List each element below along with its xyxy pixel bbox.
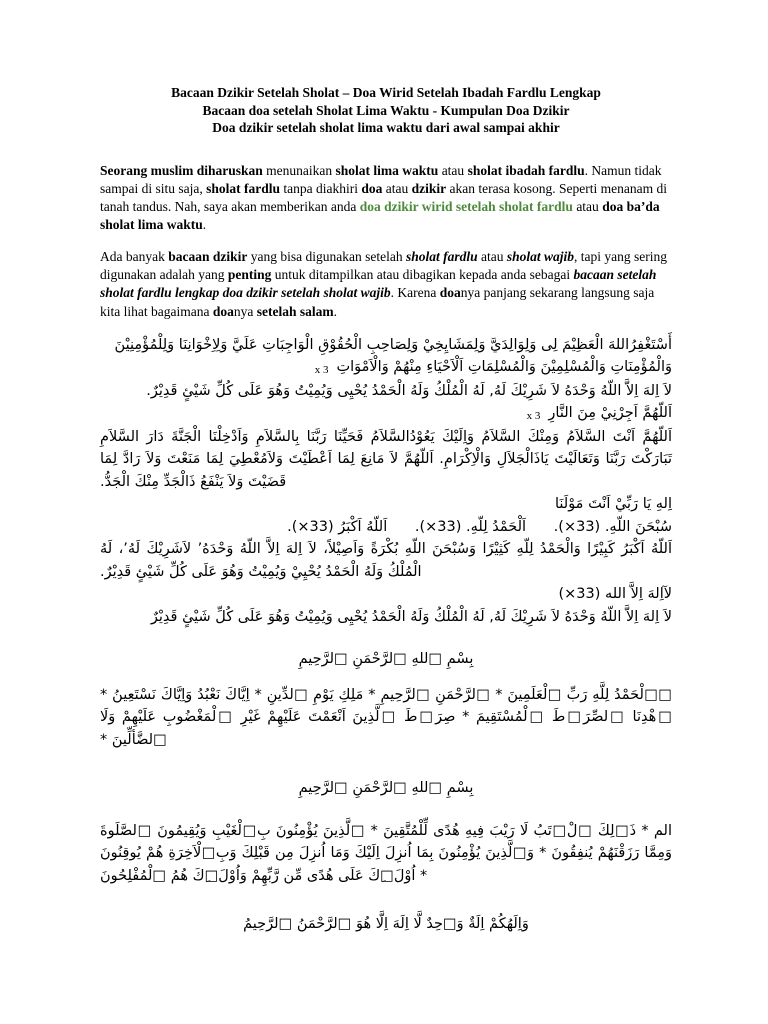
text-run: setelah salam <box>256 303 334 319</box>
text-run: doa <box>439 285 461 301</box>
document-title-block <box>100 84 672 137</box>
title-line-3: Doa dzikir setelah sholat lima waktu dari awal sampai akhir <box>212 120 560 135</box>
tahlil-dua: لاَ اِلهَ اِلاَّ اللّهُ وَحْدَهُ لاَ شَرِيْكَ لَهُ, لَهُ الْمُلْكُ وَلَهُ الْحَمْدُ يُحْيِى وَيُمِيْتُ وَهُوَ عَلَى كُلِّ شَيْئٍ قَدِيْرٌ. <box>146 382 672 399</box>
text-run: sholat lima waktu <box>335 162 439 178</box>
text-run: . Karena <box>390 285 440 301</box>
title-line-1: Bacaan Dzikir Setelah Sholat – Doa Wirid Setelah Ibadah Fardlu Lengkap <box>171 85 601 100</box>
istighfar-dua <box>100 334 672 380</box>
intro-paragraphs <box>100 162 672 321</box>
text-run: Ada banyak <box>100 248 169 264</box>
text-run: sholat wajib <box>506 248 575 264</box>
antassalam-dua: اَللّهُمَّ اَنْتَ السَّلاَمُ وَمِنْكَ السَّلاَمُ وَاِلَيْكَ يَعُوْدُالسَّلاَمُ فَحَيِّنَا رَبَّنَا بِالسَّلاَمِ وَاَدْخِلْنَا الْجَنَّةَ دَارَ السَّلاَمِ تَبَارَكْتَ رَبَّنَا وَتَعَالَيْتَ يَاذَالْجَلاَلِ وَالْاِكْرَامِ. اَللّهُمَّ لاَ مَانِعَ لِمَا اَعْطَيْتَ وَلاَمُعْطِيَ لِمَا مَنَعْتَ وَلاَ رَادَّ لِمَا قَضَيْتَ وَلاَ يَنْفَعُ ذَالْجَدِّ مِنْكَ الْجَدُّ. <box>100 428 672 490</box>
tahlil-dua-2: لاَ اِلهَ اِلاَّ اللّهُ وَحْدَهُ لاَ شَرِيْكَ لَهُ, لَهُ الْمُلْكُ وَلَهُ الْحَمْدُ يُحْيِى وَيُمِيْتُ وَهُوَ عَلَى كُلِّ شَيْئٍ قَدِيْرٌ <box>150 608 672 625</box>
text-run: atau <box>382 180 412 196</box>
alfatihah-verses: □□لْحَمْدُ لِلَّهِ رَبِّ □لْعَلَمِينَ * □لرَّحْمَنِ □لرَّحِيمِ * مَلِكِ يَوْمِ □لدِّينِ * اِيَّاكَ نَعْبُدُ وَاِيَّاكَ نَسْتَعِينُ * □هْدِنَا □لصِّرَ□طَ □لْمُسْتَقِيمَ * صِرَ□طَ □لَّذِينَ اَنْعَمْتَ عَلَيْهِمْ غَيْرِ □لْمَغْضُوبِ عَلَيْهِمْ وَلَا □لضَّألِّينَ * <box>100 686 672 748</box>
text-run: sholat ibadah fardlu <box>467 162 585 178</box>
text-run: sholat fardlu <box>206 180 280 196</box>
text-run: yang bisa digunakan setelah <box>247 248 406 264</box>
text-run: bacaan setelah sholat fardlu lengkap doa dzikir setelah sholat wajib <box>100 266 657 301</box>
text-run: sholat fardlu <box>405 248 478 264</box>
text-run: atau <box>477 248 507 264</box>
text-run: . <box>202 217 207 233</box>
text-run: doa <box>361 180 383 196</box>
text-run: untuk ditampilkan atau dibagikan kepada anda sebagai <box>271 266 574 282</box>
text-run: atau <box>572 199 603 215</box>
text-run: atau <box>438 162 468 178</box>
arabic-section <box>100 334 672 936</box>
arabic-text: اَللّهُمَّ اَجِرْنِيْ مِنَ النَّارِ <box>548 405 672 422</box>
text-run: bacaan dzikir <box>168 248 248 264</box>
repeat-3x-label: x 3 <box>526 410 541 423</box>
text-run: Seorang muslim diharuskan <box>100 162 263 178</box>
tawhid-verse: وَاِلَهُكُمْ اِلَةٌ وَ□حِدٌ لَّا اِلَهَ اِلَّا هُوَ □لرَّحْمَنُ □لرَّحِيمُ <box>243 916 529 933</box>
takbir-kabira-dua: اَللّهُ اَكْبَرُ كَبِيْرًا وَالْحَمْدُ لِلّهِ كَثِيْرًا وَسُبْحَنَ اللّهِ بُكْرَةً وَاَصِيْلاً، لاَ اِلهَ اِلاَّ اللّهُ وَحْدَهُ’ لاَشَرِيْكَ لَهُ’، لَهُ الْمُلْكُ وَلَهُ الْحَمْدُ يُحْيِيْ وَيُمِيْتُ وَهُوَ عَلَى كُلِّ شَيْئٍ قَدِيْرٌ. <box>100 541 672 580</box>
paragraph-1 <box>100 162 672 235</box>
arabic-text: أَسْتَغْفِرُاللهَ الْعَظِيْمَ لِى وَلِوَالِدَيَّ وَلِمَشَايِخِيْ وَلِصَاحِبِ الْحُقُوْقِ الْوَاجِبَاتِ عَلَيَّ وَلِاِخْوَانِنَا وَلِلْمُؤْمِنِيْنَ وَالْمُؤْمِنَاتِ وَالْمُسْلِمِيْنَ وَالْمُسْلِمَاتِ اَلْاَحْيَاءِ مِنْهُمْ وَالْاَمْوَاتِ <box>114 336 672 376</box>
highlighted-green-text: doa dzikir wirid setelah sholat fardlu <box>359 199 573 215</box>
text-run: doa <box>212 303 234 319</box>
text-run: . Namun tidak sampai di situ saja, <box>100 162 662 196</box>
basmalah-line-1: بِسْمِ □للهِ □لرَّحْمَنِ □لرَّحِيمِ <box>298 651 474 668</box>
basmalah-line-2: بِسْمِ □للهِ □لرَّحْمَنِ □لرَّحِيمِ <box>298 780 474 797</box>
text-run: dzikir <box>411 180 447 196</box>
text-run: penting <box>227 266 272 282</box>
text-run: , tapi yang sering digunakan adalah yang <box>100 248 668 282</box>
ajirni-dua <box>100 402 672 426</box>
albaqarah-verses: الم * ذَ□لِكَ □لْ□تَبُ لَا رَيْبَ فِيهِ هُدًى لِّلْمُتَّقِينَ * □لَّذِينَ يُؤْمِنُونَ بِ□لْغَيْبِ وَيُقِيمُونَ □لصَّلَوةَ وَمِمَّا رَزَقْنَهُمْ يُنفِقُونَ * وَ□لَّذِينَ يُؤْمِنُونَ بِمَا اُنزِلَ اِلَيْكَ وَمَا اُنزِلَ مِن قَبْلِكَ وَبِ□لْاَخِرَةِ هُمْ يُوقِنُونَ * اُوْلَ□ِكَ عَلَى هُدًى مِّن رَّبِّهِمْ وَاُوْلَ□ِكَ هُمُ □لْمُفْلِحُونَ <box>100 822 672 884</box>
text-run: akan terasa kosong. Seperti menanam di tanah tandus. Nah, saya akan memberikan anda <box>100 180 667 215</box>
text-run: menunaikan <box>262 162 336 178</box>
lailaha-33-line: لآاِلهَ اِلاَّ الله ‎(×33)‎ <box>558 586 672 603</box>
text-run: . <box>333 303 337 319</box>
tasbih-counts-line: سُبْحَنَ اللّهِ. ‎(×33)‎. اَلْحَمْدُ لِلّهِ. ‎(×33)‎. اَللّهُ اَكْبَرُ ‎(×33)‎. <box>287 518 672 535</box>
ilahi-ya-rabbi-line: اِلهِ يَا رَبِّيْ اَنْتَ مَوْلَنَا <box>554 496 672 513</box>
text-run: nya <box>233 303 257 319</box>
text-run: doa ba’da sholat lima waktu <box>100 199 660 233</box>
title-line-2: Bacaan doa setelah Sholat Lima Waktu - Kumpulan Doa Dzikir <box>202 102 570 118</box>
repeat-3x-label: x 3 <box>314 364 329 377</box>
text-run: nya panjang sekarang langsung saja kita lihat bagaimana <box>100 285 655 319</box>
text-run: tanpa diakhiri <box>280 180 362 196</box>
paragraph-2 <box>100 248 672 321</box>
